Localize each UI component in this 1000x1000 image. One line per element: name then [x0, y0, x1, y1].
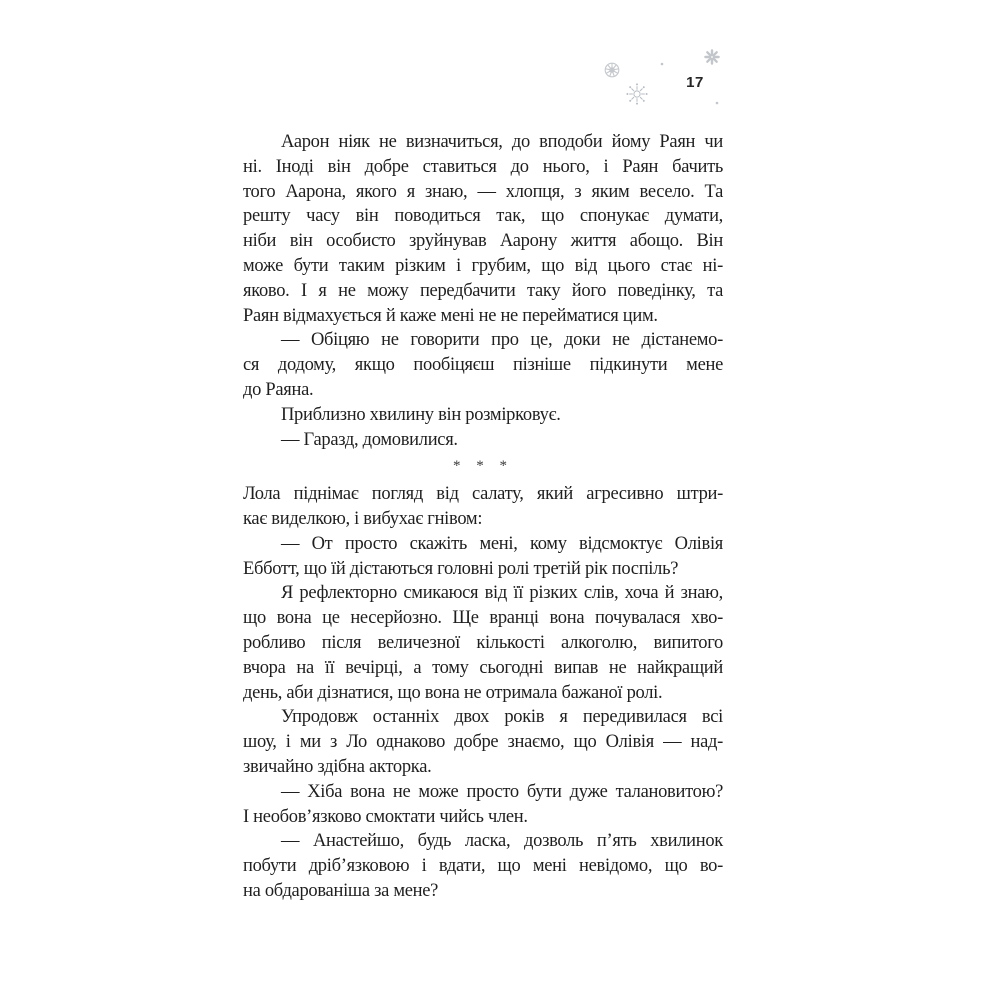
- paragraph: [243, 829, 723, 903]
- paragraph: [243, 581, 723, 705]
- text-line: ніби він особисто зруйнував Аарону життя абощо. Він: [243, 231, 723, 252]
- spoked-snowflake-icon: [626, 83, 647, 104]
- paragraph: [243, 482, 723, 532]
- text-line: яково. І я не можу передбачити таку його поведінку, та: [243, 280, 723, 301]
- text-line: ся додому, якщо пообіцяєш пізніше підкинути мене: [243, 355, 723, 376]
- section-separator: * * *: [453, 457, 513, 474]
- text-line: Ебботт, що їй дістаються головні ролі третій рік поспіль?: [243, 558, 679, 579]
- text-line: Приблизно хвилину він розмірковує.: [281, 404, 561, 425]
- text-line: вчора на її вечірці, а тому сьогодні випав не найкращий: [243, 657, 723, 678]
- text-line: — Обіцяю не говорити про це, доки не дістанемо-: [281, 330, 723, 351]
- paragraph: [243, 532, 723, 582]
- text-line: може бути таким різким і грубим, що від цього стає ні-: [243, 255, 723, 276]
- paragraph: [243, 130, 723, 328]
- text-line: робливо після величезної кількості алкоголю, випитого: [243, 632, 723, 653]
- text-column: [243, 130, 723, 904]
- text-line: на обдарованіша за мене?: [243, 880, 439, 901]
- text-line: що вона це несерйозно. Ще вранці вона почувалася хво-: [243, 608, 723, 629]
- paragraph: [243, 328, 723, 402]
- paragraph: [243, 705, 723, 779]
- text-line: Упродовж останніх двох років я передивилася всі: [281, 707, 723, 728]
- text-line: І необов’язково смоктати чийсь член.: [243, 806, 528, 827]
- text-line: Аарон ніяк не визначиться, до вподоби йому Раян чи: [281, 132, 723, 152]
- text-line: Лола піднімає погляд від салату, який агресивно штри-: [243, 484, 723, 505]
- text-line: Раян відмахується й каже мені не не перейматися цим.: [243, 305, 658, 326]
- paragraph: [243, 428, 723, 453]
- text-line: шоу, і ми з Ло однаково добре знаємо, що Олівія — над-: [243, 732, 723, 753]
- dot-decoration: [716, 102, 719, 105]
- text-line: — Гаразд, домовилися.: [281, 429, 458, 450]
- text-line: Я рефлекторно смикаюся від її різких слів, хоча й знаю,: [281, 583, 723, 604]
- text-line: день, аби дізнатися, що вона не отримала бажаної ролі.: [243, 682, 663, 703]
- paragraph: [243, 403, 723, 428]
- text-line: до Раяна.: [243, 379, 314, 400]
- snowflake-decorations: [585, 35, 745, 115]
- text-line: ні. Іноді він добре ставиться до нього, і Раян бачить: [243, 156, 723, 177]
- text-line: побути дріб’язковою і вдати, що мені невідомо, що во-: [243, 856, 723, 877]
- page-number: 17: [686, 74, 704, 91]
- text-line: кає виделкою, і вибухає гнівом:: [243, 508, 483, 529]
- text-line: — От просто скажіть мені, кому відсмоктує Олівія: [281, 533, 723, 554]
- text-line: того Аарона, якого я знаю, — хлопця, з яким весело. Та: [243, 181, 723, 202]
- rosette-snowflake-icon: [605, 63, 619, 77]
- text-line: — Хіба вона не може просто бути дуже талановитою?: [281, 781, 723, 802]
- asterisk-snowflake-icon: [705, 50, 718, 63]
- text-line: звичайно здібна акторка.: [243, 756, 432, 777]
- text-line: — Анастейшо, будь ласка, дозволь п’ять хвилинок: [281, 831, 723, 852]
- text-line: решту часу він поводиться так, що спонукає думати,: [243, 206, 723, 227]
- dot-decoration: [661, 63, 664, 66]
- paragraph: [243, 780, 723, 830]
